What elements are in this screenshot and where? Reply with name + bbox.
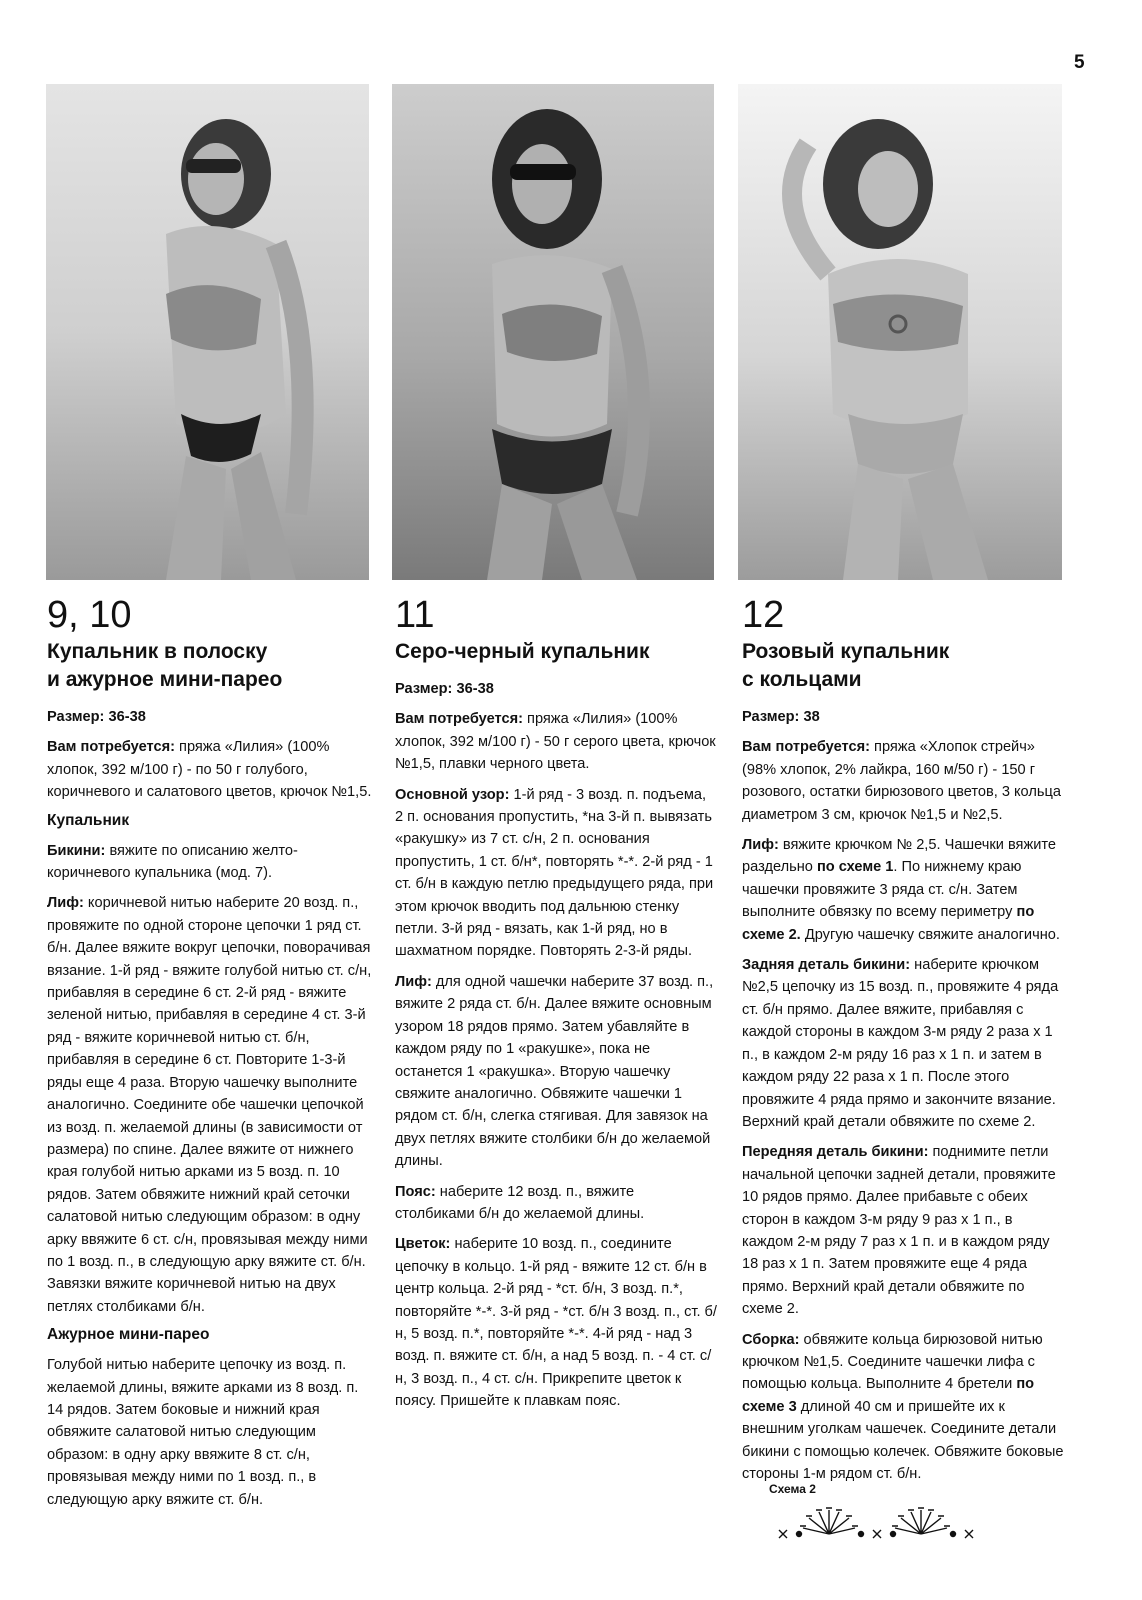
photo-model-12	[738, 84, 1062, 580]
schema-2-diagram	[769, 1482, 1019, 1542]
section-heading: Ажурное мини-парео	[47, 1326, 210, 1344]
model-title: Розовый купальник с кольцами	[742, 640, 950, 691]
column-model-12	[742, 594, 1064, 1493]
page-number: 5	[1074, 52, 1085, 73]
crochet-chart-icon	[769, 1496, 1019, 1540]
assembly-instructions: Сборка: обвяжите кольца бирюзовой нитью крючком №1,5. Соедините чашечки лифа с помощью кольца. Выполните 4 бретели по схеме 3 длиной 40 см и пришейте их к внешним уголкам чашечек. Соедините детали бикини с помощью колечек. Обвяжите боковые стороны 1-м рядом ст. б/н.	[742, 1331, 1064, 1482]
materials: Вам потребуется: пряжа «Лилия» (100% хлопок, 392 м/100 г) - по 50 г голубого, коричневого и салатового цветов, крючок №1,5.	[47, 739, 372, 801]
section-heading: Купальник	[47, 811, 130, 829]
photo-model-9-10	[46, 84, 369, 580]
photo-model-11	[392, 84, 714, 580]
size: Размер: 36-38	[47, 709, 146, 725]
back-piece-instructions: Задняя деталь бикини: наберите крючком №2,5 цепочку из 15 возд. п., провяжите 4 ряда ст. б/н прямо. Далее вяжите, прибавляя с каждой стороны в каждом 3-м ряду 2 раза х 1 п., в каждом 2-м ряду 16 раз х 1 п. и затем в каждом ряду 22 раза х 1 п. После этого провяжите 4 ряда прямо и закончите вязание. Верхний край детали обвяжите по схеме 2.	[742, 957, 1059, 1130]
model-title: Купальник в полоску и ажурное мини-парео	[47, 640, 283, 691]
bra-instructions: Лиф: коричневой нитью наберите 20 возд. п., провяжите по одной стороне цепочки 1 ряд ст. б/н. Далее вяжите вокруг цепочки, поворачивая вязание. 1-й ряд - вяжите голубой нитью ст. с/н, прибавляя в середине 6 ст. 2-й ряд - вяжите зеленой нитью, прибавляя в середине 4 ст. 3-й ряд - вяжите коричневой нитью ст. б/н, прибавляя в середине 6 ст. Повторите 1-3-й ряды еще 4 раза. Вторую чашечку выполните аналогично. Соедините обе чашечки цепочкой из возд. п. желаемой длины (в зависимости от размера) по спине. Далее вяжите от нижнего края голубой нитью арками из 5 возд. п. 10 рядов. Затем обвяжите нижний край сеточки салатовой нитью следующим образом: в одну арку ввяжите 6 ст. с/н, провязывая между ними по 1 возд. п., в следующую арку вяжите ст. б/н. Завязки вяжите коричневой нитью на двух петлях столбиками б/н.	[47, 895, 372, 1315]
bikini-instructions: Бикини: вяжите по описанию желто-коричневого купальника (мод. 7).	[47, 842, 298, 882]
belt-instructions: Пояс: наберите 12 возд. п., вяжите столбиками б/н до желаемой длины.	[395, 1183, 645, 1222]
schema-label: Схема 2	[769, 1482, 816, 1496]
front-piece-instructions: Передняя деталь бикини: поднимите петли начальной цепочки задней детали, провяжите 10 рядов прямо. Далее прибавьте с обеих сторон в каждом 3-м ряду 9 раз х 1 п., в каждом 2-м ряду 7 раз х 1 п. и в каждом ряду 18 раз х 1 п. Затем провяжите еще 4 ряда прямо. Верхний край детали обвяжите по схеме 2.	[742, 1144, 1056, 1318]
flower-instructions: Цветок: наберите 10 возд. п., соедините цепочку в кольцо. 1-й ряд - вяжите 12 ст. б/н в центр кольца. 2-й ряд - *ст. б/н, 3 возд. п.*, повторяйте *-*. 3-й ряд - *ст. б/н 3 возд. п., ст. б/н, 5 возд. п.*, повторяйте *-*. 4-й ряд - над 3 возд. п. вяжите ст. б/н, а над 5 возд. п. - 4 ст. с/н, 3 возд. п., 4 ст. с/н. Прикрепите цветок к поясу. Пришейте к плавкам пояс.	[395, 1236, 717, 1410]
model-title: Серо-черный купальник	[395, 640, 650, 663]
bra-instructions: Лиф: для одной чашечки наберите 37 возд. п., вяжите 2 ряда ст. б/н. Далее вяжите основным узором 18 рядов прямо. Затем убавляйте в каждом ряду по 1 «ракушке», пока не останется 1 «ракушка». Вторую чашечку свяжите аналогично. Обвяжите чашечки 1 рядом ст. б/н, слегка стягивая. Для завязок на двух петлях вяжите столбики б/н до желаемой длины.	[395, 973, 714, 1170]
size: Размер: 36-38	[395, 681, 494, 697]
column-model-11	[395, 594, 717, 1421]
materials: Вам потребуется: пряжа «Хлопок стрейч» (98% хлопок, 2% лайкра, 160 м/50 г) - 150 г розового, остатки бирюзового цветов, 3 кольца диаметром 3 см, крючок №1,5 и №2,5.	[742, 739, 1061, 823]
model-number: 11	[395, 594, 435, 636]
model-number: 9, 10	[47, 594, 132, 636]
model-number: 12	[742, 594, 785, 636]
column-model-9-10	[47, 594, 374, 1519]
bra-instructions: Лиф: вяжите крючком № 2,5. Чашечки вяжите раздельно по схеме 1. По нижнему краю чашечки провяжите 3 ряда ст. с/н. Затем выполните обвязку по всему периметру по схеме 2. Другую чашечку свяжите аналогично.	[742, 837, 1060, 943]
materials: Вам потребуется: пряжа «Лилия» (100% хлопок, 392 м/100 г) - 50 г серого цвета, крючок №1,5, плавки черного цвета.	[395, 711, 716, 773]
pattern-instructions: Основной узор: 1-й ряд - 3 возд. п. подъема, 2 п. основания пропустить, *на 3-й п. вывязать «ракушку» из 7 ст. с/н, 2 п. основания пропустить, 1 ст. б/н*, повторять *-*. 2-й ряд - 1 ст. б/н в каждую петлю предыдущего ряда, при этом крючок вводить под дальнюю стенку петли. 3-й ряд - вязать, как 1-й ряд, но в шахматном порядке. Повторять 2-3-й ряды.	[395, 786, 714, 960]
size: Размер: 38	[742, 709, 820, 725]
pareo-instructions: Голубой нитью наберите цепочку из возд. п. желаемой длины, вяжите арками из 8 возд. п. 14 рядов. Затем боковые и нижний края обвяжите салатовой нитью следующим образом: в одну арку ввяжите 8 ст. с/н, провязывая между ними по 1 возд. п., в следующую арку вяжите ст. б/н.	[47, 1357, 359, 1508]
